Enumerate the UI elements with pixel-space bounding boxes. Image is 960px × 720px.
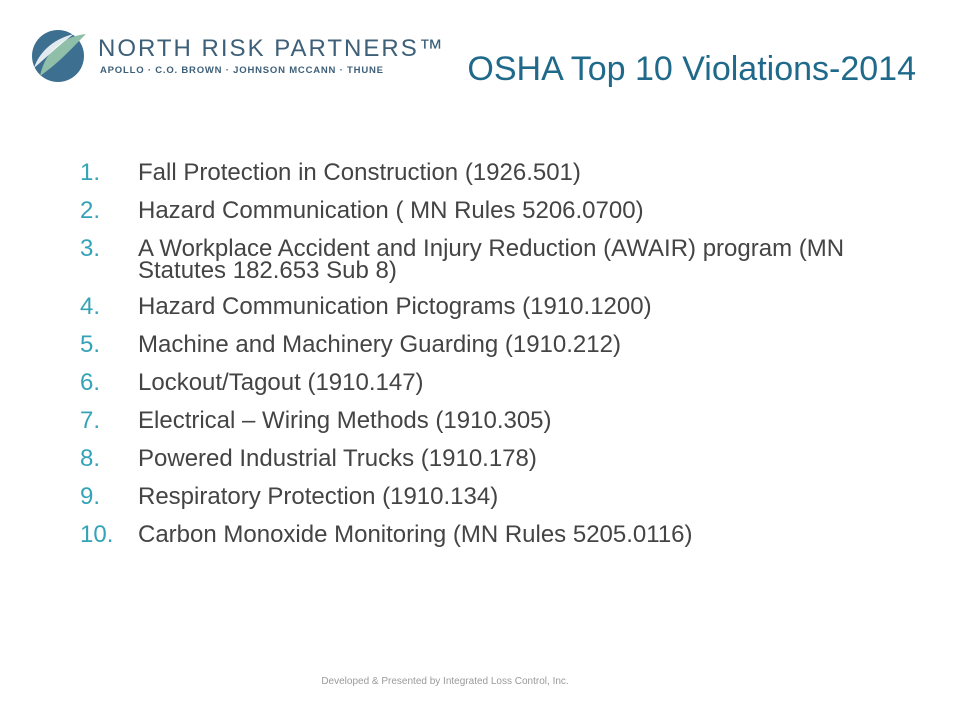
list-item <box>80 408 920 434</box>
item-text: Carbon Monoxide Monitoring (MN Rules 5205.0116) <box>138 521 693 548</box>
list-item <box>80 370 920 396</box>
company-logo <box>30 28 445 84</box>
item-number: 3. <box>80 235 101 262</box>
list-item <box>80 484 920 510</box>
item-text: A Workplace Accident and Injury Reduction (AWAIR) program (MN Statutes 182.653 Sub 8) <box>138 235 845 284</box>
list-item <box>80 332 920 358</box>
item-number: 1. <box>80 159 101 186</box>
violations-list <box>80 160 920 560</box>
logo-tagline: APOLLO · C.O. BROWN · JOHNSON MCCANN · THUNE <box>100 65 384 76</box>
item-text: Powered Industrial Trucks (1910.178) <box>138 445 537 472</box>
item-text: Lockout/Tagout (1910.147) <box>138 369 424 396</box>
item-number: 8. <box>80 445 101 472</box>
slide-footer: Developed & Presented by Integrated Loss Control, Inc. <box>321 676 569 687</box>
list-item <box>80 160 920 186</box>
item-text: Hazard Communication ( MN Rules 5206.0700) <box>138 197 644 224</box>
item-number: 9. <box>80 483 101 510</box>
list-item <box>80 446 920 472</box>
item-text: Hazard Communication Pictograms (1910.1200) <box>138 293 652 320</box>
item-number: 4. <box>80 293 101 320</box>
list-item <box>80 236 920 282</box>
item-number: 2. <box>80 197 101 224</box>
list-item <box>80 294 920 320</box>
item-text: Electrical – Wiring Methods (1910.305) <box>138 407 552 434</box>
item-number: 6. <box>80 369 101 396</box>
item-number: 5. <box>80 331 101 358</box>
list-item <box>80 198 920 224</box>
logo-company-name: NORTH RISK PARTNERS™ <box>98 35 445 62</box>
item-text: Respiratory Protection (1910.134) <box>138 483 499 510</box>
item-number: 10. <box>80 521 114 548</box>
item-text: Fall Protection in Construction (1926.501) <box>138 159 581 186</box>
item-text: Machine and Machinery Guarding (1910.212) <box>138 331 621 358</box>
item-number: 7. <box>80 407 101 434</box>
logo-mark-icon <box>30 28 88 84</box>
list-item <box>80 522 920 548</box>
slide-title: OSHA Top 10 Violations-2014 <box>467 50 916 88</box>
